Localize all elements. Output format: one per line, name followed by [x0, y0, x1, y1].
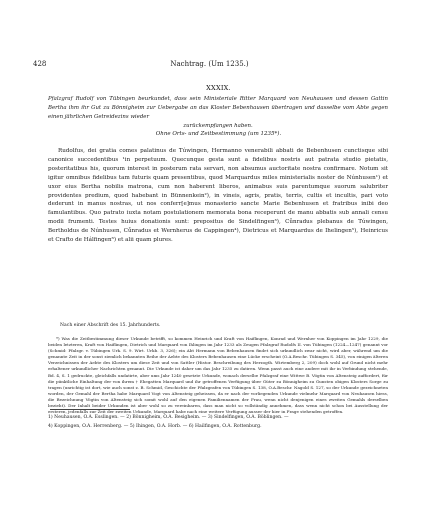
document-number: XXXIX. — [206, 84, 231, 92]
regest-summary — [48, 95, 388, 131]
dating-footnote — [48, 336, 388, 415]
place-footnote-line: 4) Koppingen, O.A. Herrenberg. — 5) Ihingen, O.A. Horb. — 6) Hailfingen, O.A. Rottenburg. — [48, 424, 262, 429]
regest-last-line: zurückempfangen haben. — [183, 123, 253, 129]
place-footnotes — [48, 413, 388, 431]
charter-text — [48, 147, 388, 245]
regest-text: Pfalzgraf Rudolf von Tübingen beurkundet, dass sein Ministeriale Ritter Marquard von Neuhausen und dessen Gattin Bertha ihm ihr Gut zu Bönnigheim zur Uebergabe an das Kloster Bebenhausen übertragen und dasselbe vom Abte gegen einen jährlichen Getreidezins wieder — [48, 96, 388, 120]
footnote-divider — [50, 409, 130, 410]
page-header — [33, 58, 386, 70]
page-number: 428 — [33, 60, 47, 68]
charter-paragraph: Rudolfus, dei gratia comes palatinus de Túwingen, Hermanno venerabili abbati de Bebenhusen cunctisque sibi canonice succedentibus ¹in perpetuum. Quecunque gesta sunt a fidelibus nostris aut patrata studio pietatis, posteritatibus his, quorum interest in posterum rata servari, non absumus auctoritate nostra confirmare. Notum sit igitur omnibus fidelibus tam futuris quam presentibus, quod Marquardus miles ministerialis noster de Núnhusen¹) et uxor eius Bertha nobilis matrona, cum non haberent liberos, animabus suis parentumque suorum salubriter providentes predium, quod habebant in Bünnenkein²), in vineis, agris, pratis, terris, cultis et incultis, pari voto dederunt in manus nostras, ut nos conferr[e]mus monasterio sancte Marie Bebenhusen et fratribus inibi deo famulantibus. Quo patrato iuxta notam postulationem memorata bona receperunt de manu abbatis sub annali censu modii frumenti. Testes huius donationis sunt: prepositus de Sindelfingen³), Cůnradus plebanus de Túwingen, Bertholdus de Núnhusen, Cůnradus et Wernherus de Cappingen⁴), Dietricus et Marquardus de Ihelingen⁵), Heinricus et Crafto de Hálfingen⁶) et alii quam plures. — [48, 148, 388, 244]
running-title: Nachtrag. (Um 1235.) — [170, 60, 249, 68]
footnote-paragraph: *) Was die Zeitbestimmung dieser Urkunde betrifft, so kommen Heinrich und Kraft von Haiflingen, Konrad und Wernher von Koppingen im Jahr 1229, die beiden letzteren, Kraft von Haiflingen, Dietrich und Marquard von Ihlingen im Jahr 1233 als Zeugen Pfalzgraf Rudolfs II. von Tübingen (1224—1247) genannt vor (Schmid: Pfalzgr. v. Tübingen Urk. S. 9. Wirt. Urkb. 3, 326); ein Abt Hermann von Bebenhausen findet sich urkundlich zwar nicht, wird aber, während um die genannte Zeit in der sonst ziemlich bekannten Reihe der Aebte des Klosters Bebenhausen eine Lücke erscheint (O.A.Beschr. Tübingen S. 345), von einigen älteren Verzeichnissen der Aebte des Klosters um diese Zeit und von Sattler (Histor. Beschreibung des Herzogth. Wirtemberg 2, 209) doch wohl auf Grund nicht mehr erhaltener urkundlicher Nachrichten genannt. Die Urkunde ist daher um das Jahr 1235 zu datiren. Wenn passt auch eine andere mit ihr in Verbindung stehende, Bd. 4, S. 1 gedruckte, gleichfalls undatirte, aber ums Jahr 1240 gesetzte Urkunde, wonach derselbe Pfalzgraf eine Wittwe B. Vögtin von Altensteig auffordert, für die pünktliche Einhaltung der von ihrem † Ehegatten Marquard und ihr getroffenen Verfügung über Güter zu Bönnigheim zu Gunsten obigen Klosters Sorge zu tragen (unrichtig ist dort, wie auch sonst z. B. Schmid, Geschichte der Pfalzgrafen von Tübingen S. 138, O.A.Beschr. Nagold S. 127, so der Urkunde gezeichneten worden, der Gemahl der Bertha habe Marquard Vogt von Altensteig geheissen, da er nach der vorliegenden Urkunde vielmehr Marquard von Neuhausen hiess, die Bezeichnung Vögtin von Altensteig sich somit wohl auf den eigenen Familiennamen der Frau, wenn nicht denjenigen eines zweiten Gemahls derselben bezieht). Der Inhalt beider Urkunden ist aber wohl so zu vereinbaren, dass man nicht so vollständig annehmen, dass wenn nicht schon bei Ausstellung der ersteren, jedenfalls zur Zeit der zweiten Urkunde, Marquard habe nach eine weitere Verfügung ausser der hier in Frage stehenden getroffen. — [48, 336, 388, 415]
place-footnote-line: 1) Neuhausen, O.A. Esslingen. — 2) Bönnigheim, O.A. Besigheim. — 3) Sindelfingen, O.A. Böblingen. — — [48, 415, 289, 420]
source-note: Nach einer Abschrift des 15. Jahrhunderts. — [60, 323, 161, 328]
date-note: Ohne Orts- und Zeitbestimmung (um 1235*). — [155, 131, 282, 137]
